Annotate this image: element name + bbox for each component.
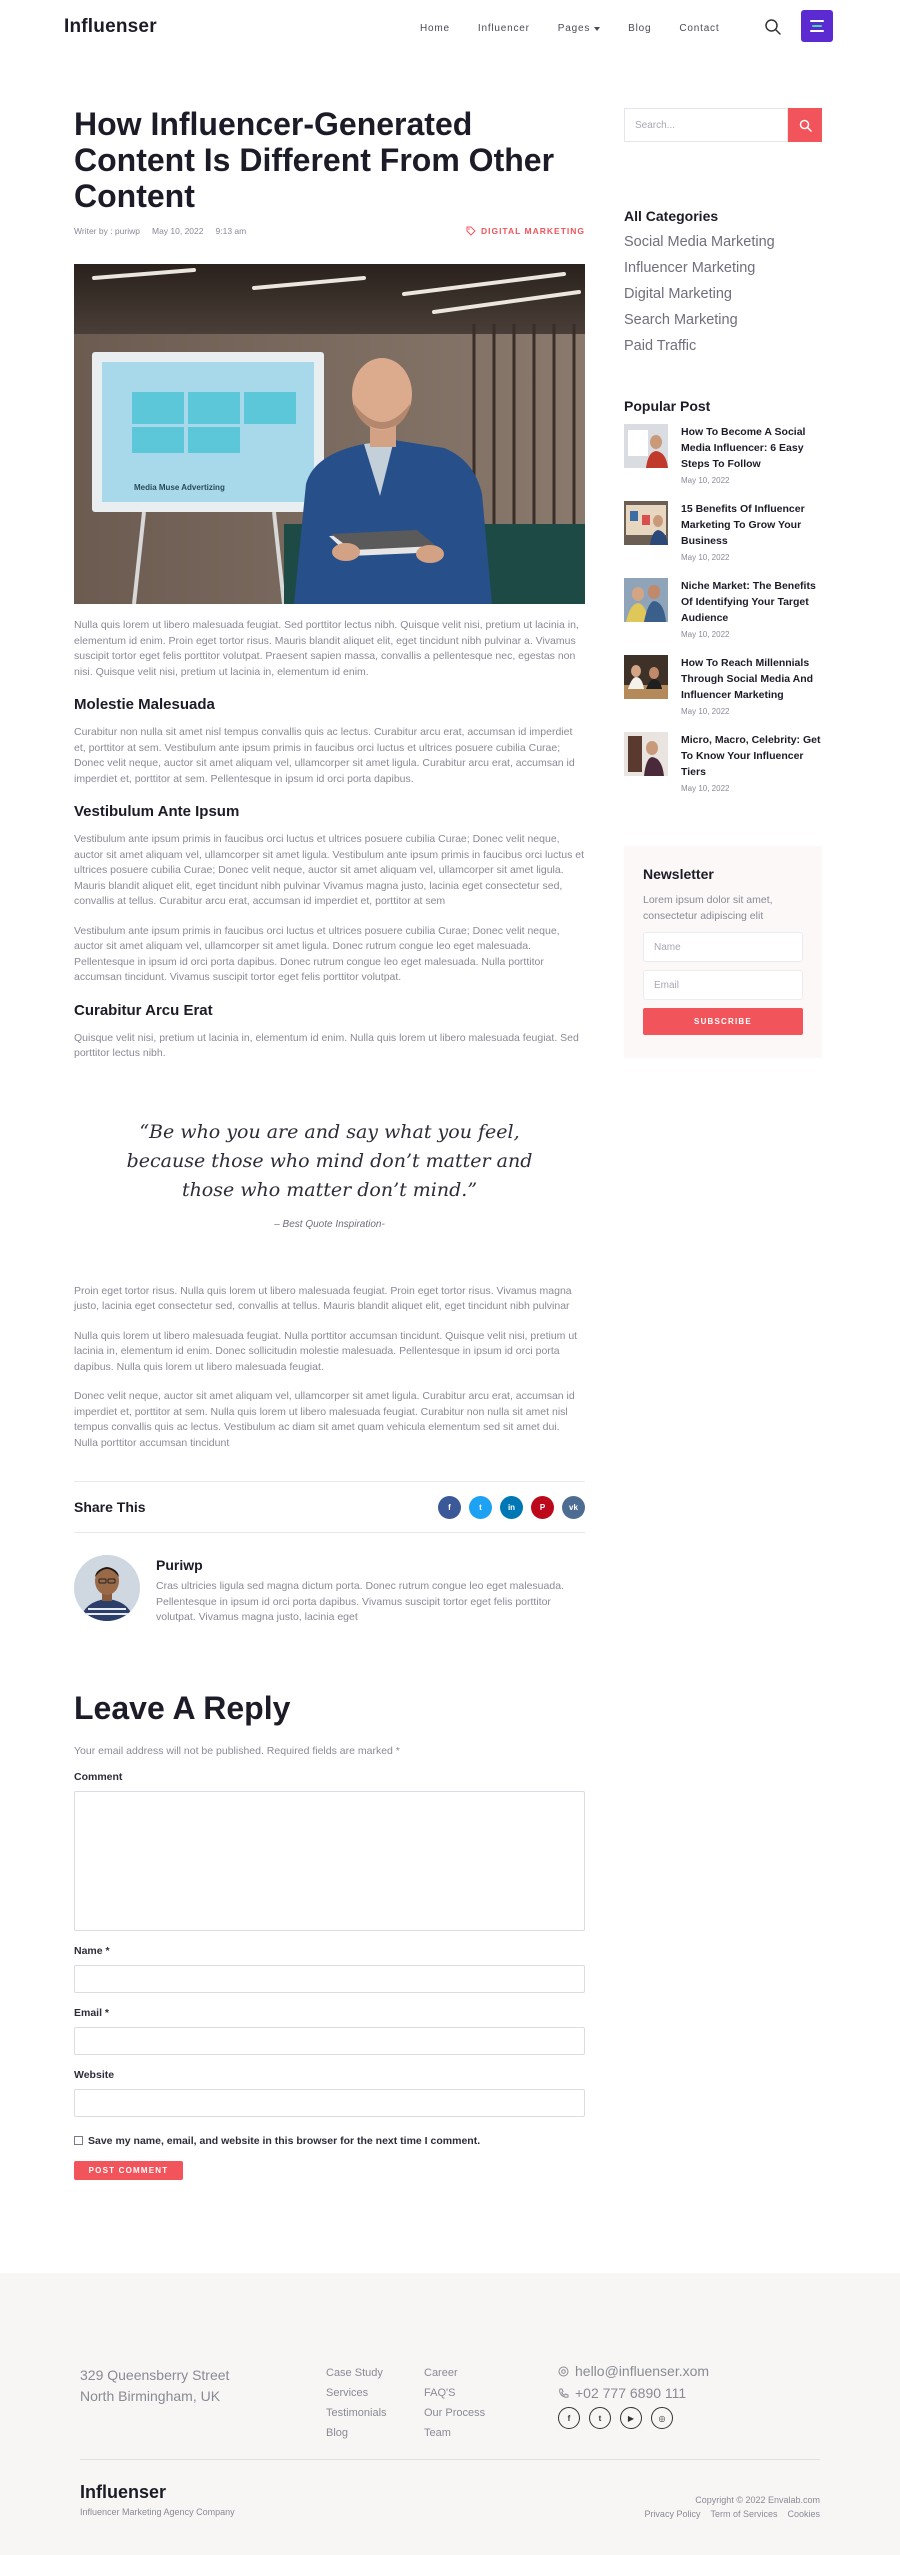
article-category[interactable]	[466, 226, 585, 236]
article-paragraph: Vestibulum ante ipsum primis in faucibus orci luctus et ultrices posuere cubilia Curae; Donec velit neque, auctor sit amet aliquam vel, ullamcorper sit amet ligula. Vestibulum ante ipsum primis in faucibus orci luctus et ultrices posuere cubilia Curae; Donec velit neque, auctor sit amet aliquam vel, ullamcorper sit amet ligula. Mauris blandit aliquet elit, eget tincidunt nibh pulvinar Vivamus magna justo, lacinia eget consectetur sed, convallis at tellus. Curabitur arcu erat, accumsan id imperdiet et, porttitor at sem	[74, 833, 585, 907]
reply-title: Leave A Reply	[74, 1689, 291, 1726]
post-comment-button[interactable]: POST COMMENT	[74, 2161, 183, 2180]
post-date: May 10, 2022	[681, 630, 730, 639]
popular-post[interactable]	[624, 501, 822, 562]
name-label: Name *	[74, 1944, 110, 1957]
category-label: DIGITAL MARKETING	[480, 226, 585, 236]
save-info-checkbox[interactable]	[74, 2136, 83, 2145]
legal-link[interactable]: Privacy Policy	[644, 2509, 701, 2519]
post-thumbnail	[624, 578, 668, 622]
share-label: Share This	[74, 1499, 146, 1515]
post-thumbnail	[624, 732, 668, 776]
email-field[interactable]	[74, 2027, 585, 2055]
blockquote	[74, 1118, 585, 1230]
post-thumbnail	[624, 424, 668, 468]
share-icons	[438, 1496, 585, 1519]
popular-posts-widget	[624, 398, 822, 793]
footer-link[interactable]: FAQ'S	[424, 2387, 456, 2399]
thumbnail-illustration	[624, 732, 668, 776]
article	[74, 106, 585, 2180]
footer-contact	[558, 2363, 709, 2429]
post-text	[681, 578, 822, 639]
sidebar-search	[624, 108, 822, 142]
post-text	[681, 732, 822, 793]
thumbnail-illustration	[624, 424, 668, 468]
hero-illustration	[74, 264, 585, 604]
hero-screen-caption: Media Muse Advertizing	[134, 483, 225, 492]
post-thumbnail	[624, 501, 668, 545]
pinterest-icon[interactable]: P	[531, 1496, 554, 1519]
twitter-icon[interactable]: t	[589, 2407, 611, 2429]
post-date: May 10, 2022	[681, 476, 730, 485]
post-title: 15 Benefits Of Influencer Marketing To Grow Your Business	[681, 503, 805, 547]
reply-form	[74, 1690, 585, 2180]
footer-phone-row[interactable]	[558, 2385, 709, 2401]
author-name[interactable]: Puriwp	[156, 1557, 203, 1573]
footer-phone: +02 777 6890 111	[575, 2385, 687, 2401]
category-link[interactable]: Social Media Marketing	[624, 234, 775, 250]
nav-item-pages[interactable]	[558, 23, 600, 34]
nav-label: Blog	[628, 23, 652, 34]
newsletter-description: Lorem ipsum dolor sit amet, consectetur adipiscing elit	[643, 894, 773, 922]
subscribe-button[interactable]: SUBSCRIBE	[643, 1008, 803, 1035]
popular-post[interactable]	[624, 424, 822, 485]
footer-link[interactable]: Services	[326, 2387, 369, 2399]
article-paragraph: Nulla quis lorem ut libero malesuada feugiat. Sed porttitor lectus nibh. Quisque velit nisi, pretium ut lacinia in, elementum id enim. Proin eget tortor risus. Mauris blandit aliquet elit, eget tincidunt nibh pulvinar a. Vivamus suscipit tortor eget felis porttitor volutpat. Praesent sapien massa, convallis a pellentesque nec, egestas non nisi. Quisque velit nisi, pretium ut lacinia in, elementum id enim.	[74, 619, 579, 678]
search-icon	[799, 119, 812, 132]
sidebar-search-input[interactable]: Search...	[624, 108, 788, 142]
footer-social	[558, 2407, 709, 2429]
footer-link[interactable]: Career	[424, 2367, 458, 2379]
post-thumbnail	[624, 655, 668, 699]
footer-link[interactable]: Team	[424, 2427, 451, 2439]
popular-post[interactable]	[624, 655, 822, 716]
post-title: Niche Market: The Benefits Of Identifying Your Target Audience	[681, 580, 816, 624]
search-icon[interactable]	[764, 18, 782, 36]
newsletter-title: Newsletter	[643, 866, 714, 882]
article-title: How Influencer-Generated Content Is Different From Other Content	[74, 106, 555, 214]
footer-links-col-2	[424, 2363, 485, 2443]
address-line: 329 Queensberry Street	[80, 2367, 230, 2383]
footer-email: hello@influenser.xom	[575, 2363, 710, 2379]
article-paragraph: Quisque velit nisi, pretium ut lacinia in, elementum id enim. Nulla quis lorem ut libero malesuada feugiat. Sed porttitor lectus nibh.	[74, 1031, 579, 1059]
article-subheading: Molestie Malesuada	[74, 696, 215, 713]
footer-link[interactable]: Our Process	[424, 2407, 486, 2419]
category-link[interactable]: Digital Marketing	[624, 286, 732, 302]
post-date: May 10, 2022	[681, 707, 730, 716]
caret-down-icon	[594, 27, 600, 31]
share-bar	[74, 1481, 585, 1533]
site-footer	[0, 2273, 900, 2555]
legal-link[interactable]: Cookies	[787, 2509, 820, 2519]
categories-title: All Categories	[624, 208, 719, 224]
thumbnail-illustration	[624, 578, 668, 622]
comment-label: Comment	[74, 1770, 123, 1783]
linkedin-icon[interactable]: in	[500, 1496, 523, 1519]
tag-icon	[466, 226, 476, 236]
newsletter-email-input[interactable]: Email	[643, 970, 803, 1000]
hero-image	[74, 264, 585, 604]
facebook-icon[interactable]: f	[438, 1496, 461, 1519]
website-label: Website	[74, 2068, 115, 2081]
nav-item-blog[interactable]	[628, 23, 651, 34]
newsletter-widget	[624, 846, 822, 1058]
vk-icon[interactable]: vk	[562, 1496, 585, 1519]
nav-item-contact[interactable]	[679, 23, 719, 34]
article-paragraph: Curabitur non nulla sit amet nisl tempus convallis quis ac lectus. Curabitur arcu erat, accumsan id imperdiet et, porttitor at sem. Vestibulum ante ipsum primis in faucibus orci luctus et ultrices posuere cubilia Curae; Donec velit neque, auctor sit amet aliquam vel, ullamcorper sit amet ligula. Curabitur arcu erat, accumsan id imperdiet et, porttitor at sem. Pellentesque in ipsum id orci porta dapibus.	[74, 726, 575, 785]
site-logo[interactable]: Influenser	[64, 16, 157, 37]
post-title: How To Become A Social Media Influencer: 6 Easy Steps To Follow	[681, 426, 806, 470]
article-subheading: Curabitur Arcu Erat	[74, 1001, 213, 1019]
sidebar	[624, 108, 822, 793]
footer-links-col-1	[326, 2363, 387, 2443]
site-header	[0, 0, 900, 56]
post-date: May 10, 2022	[681, 553, 730, 562]
post-date: May 10, 2022	[681, 784, 730, 793]
name-field[interactable]	[74, 1965, 585, 1993]
youtube-icon[interactable]: ▶	[620, 2407, 642, 2429]
quote-text: “Be who you are and say what you feel, because those who mind don’t matter and those who matter don’t mind.”	[126, 1120, 533, 1201]
avatar-illustration	[74, 1555, 140, 1621]
menu-bar	[810, 20, 824, 22]
category-link[interactable]: Paid Traffic	[624, 338, 697, 354]
footer-divider	[80, 2459, 820, 2460]
nav-label: Pages	[557, 23, 591, 34]
at-icon	[558, 2366, 569, 2377]
nav-item-home[interactable]	[420, 23, 450, 34]
nav-label: Home	[420, 23, 450, 34]
legal-link[interactable]: Term of Services	[710, 2509, 778, 2519]
author-avatar	[74, 1555, 140, 1621]
author-info	[156, 1555, 585, 1626]
article-date: May 10, 2022	[151, 226, 204, 236]
facebook-icon[interactable]: f	[558, 2407, 580, 2429]
popular-post[interactable]	[624, 732, 822, 793]
comment-textarea[interactable]	[74, 1791, 585, 1931]
post-title: Micro, Macro, Celebrity: Get To Know Your Influencer Tiers	[681, 734, 821, 778]
article-time: 9:13 am	[215, 226, 247, 236]
email-label: Email *	[74, 2006, 110, 2019]
article-paragraph: Nulla quis lorem ut libero malesuada feugiat. Nulla porttitor accumsan tincidunt. Quisque velit nisi, pretium ut lacinia in, elementum id enim. Donec sollicitudin molestie malesuada. Pellentesque in ipsum id orci porta dapibus. Nulla quis lorem ut libero malesuada feugiat.	[74, 1329, 578, 1373]
footer-link[interactable]: Blog	[326, 2427, 349, 2439]
category-link[interactable]: Influencer Marketing	[624, 260, 756, 276]
article-author[interactable]: Writer by : puriwp	[74, 226, 140, 236]
categories-widget	[624, 208, 822, 354]
footer-link[interactable]: Testimonials	[326, 2407, 387, 2419]
instagram-icon[interactable]: ◎	[651, 2407, 673, 2429]
article-meta	[74, 226, 585, 236]
hamburger-menu-button[interactable]	[801, 10, 833, 42]
author-box	[74, 1555, 585, 1626]
footer-logo[interactable]: Influenser	[80, 2482, 167, 2502]
article-paragraph: Donec velit neque, auctor sit amet aliquam vel, ullamcorper sit amet ligula. Curabitur arcu erat, accumsan id imperdiet et, porttitor at sem. Nulla quis lorem ut libero malesuada feugiat. Curabitur non nulla sit amet nisl tempus convallis quis ac lectus. Vestibulum ac diam sit amet quam vehicula elementum sed sit amet dui. Nulla porttitor accumsan tincidunt	[74, 1390, 575, 1449]
menu-bar	[812, 25, 822, 27]
post-text	[681, 655, 822, 716]
thumbnail-illustration	[624, 501, 668, 545]
popular-post[interactable]	[624, 578, 822, 639]
popular-title: Popular Post	[624, 398, 711, 414]
quote-citation: – Best Quote Inspiration-	[274, 1218, 385, 1230]
save-info-row	[74, 2135, 585, 2147]
newsletter-name-input[interactable]: Name	[643, 932, 803, 962]
footer-link[interactable]: Case Study	[326, 2367, 383, 2379]
article-subheading: Vestibulum Ante Ipsum	[74, 803, 240, 820]
menu-bar	[810, 30, 824, 32]
thumbnail-illustration	[624, 655, 668, 699]
post-text	[681, 501, 822, 562]
nav-label: Contact	[679, 23, 720, 34]
address-line: North Birmingham, UK	[80, 2388, 221, 2404]
article-paragraph: Vestibulum ante ipsum primis in faucibus orci luctus et ultrices posuere cubilia Curae; Donec velit neque, auctor sit amet aliquam vel, ullamcorper sit amet ligula. Donec rutrum congue leo eget malesuada. Pellentesque in ipsum id orci porta dapibus. Donec rutrum congue leo eget malesuada. Nulla porttitor accumsan tincidunt. Vivamus suscipit tortor eget felis porttitor volutpat.	[74, 924, 560, 983]
post-title: How To Reach Millennials Through Social Media And Influencer Marketing	[681, 657, 814, 701]
post-text	[681, 424, 822, 485]
footer-tagline: Influencer Marketing Agency Company	[80, 2507, 235, 2517]
footer-legal-links	[644, 2509, 820, 2519]
article-paragraph: Proin eget tortor risus. Nulla quis lorem ut libero malesuada feugiat. Proin eget tortor risus. Vivamus magna justo, lacinia eget consectetur sed, convallis at tellus. Mauris blandit aliquet elit, eget tincidunt nibh pulvinar	[74, 1284, 572, 1312]
footer-address	[80, 2365, 229, 2407]
footer-copyright: Copyright © 2022 Envalab.com	[695, 2495, 820, 2505]
author-bio: Cras ultricies ligula sed magna dictum porta. Donec rutrum congue leo eget malesuada. Pellentesque in ipsum id orci porta dapibus. Vivamus suscipit tortor eget felis porttitor volutpat. Vivamus magna justo, lacinia eget	[156, 1580, 564, 1623]
footer-email-row[interactable]	[558, 2363, 709, 2379]
phone-icon	[558, 2388, 569, 2399]
main-nav	[420, 23, 719, 34]
website-field[interactable]	[74, 2089, 585, 2117]
popular-list	[624, 424, 822, 793]
category-link[interactable]: Search Marketing	[624, 312, 738, 328]
reply-note: Your email address will not be published. Required fields are marked *	[74, 1744, 400, 1757]
twitter-icon[interactable]: t	[469, 1496, 492, 1519]
sidebar-search-button[interactable]	[788, 108, 822, 142]
nav-label: Influencer	[477, 23, 530, 34]
save-info-label: Save my name, email, and website in this browser for the next time I comment.	[88, 2134, 481, 2147]
nav-item-influencer[interactable]	[478, 23, 530, 34]
